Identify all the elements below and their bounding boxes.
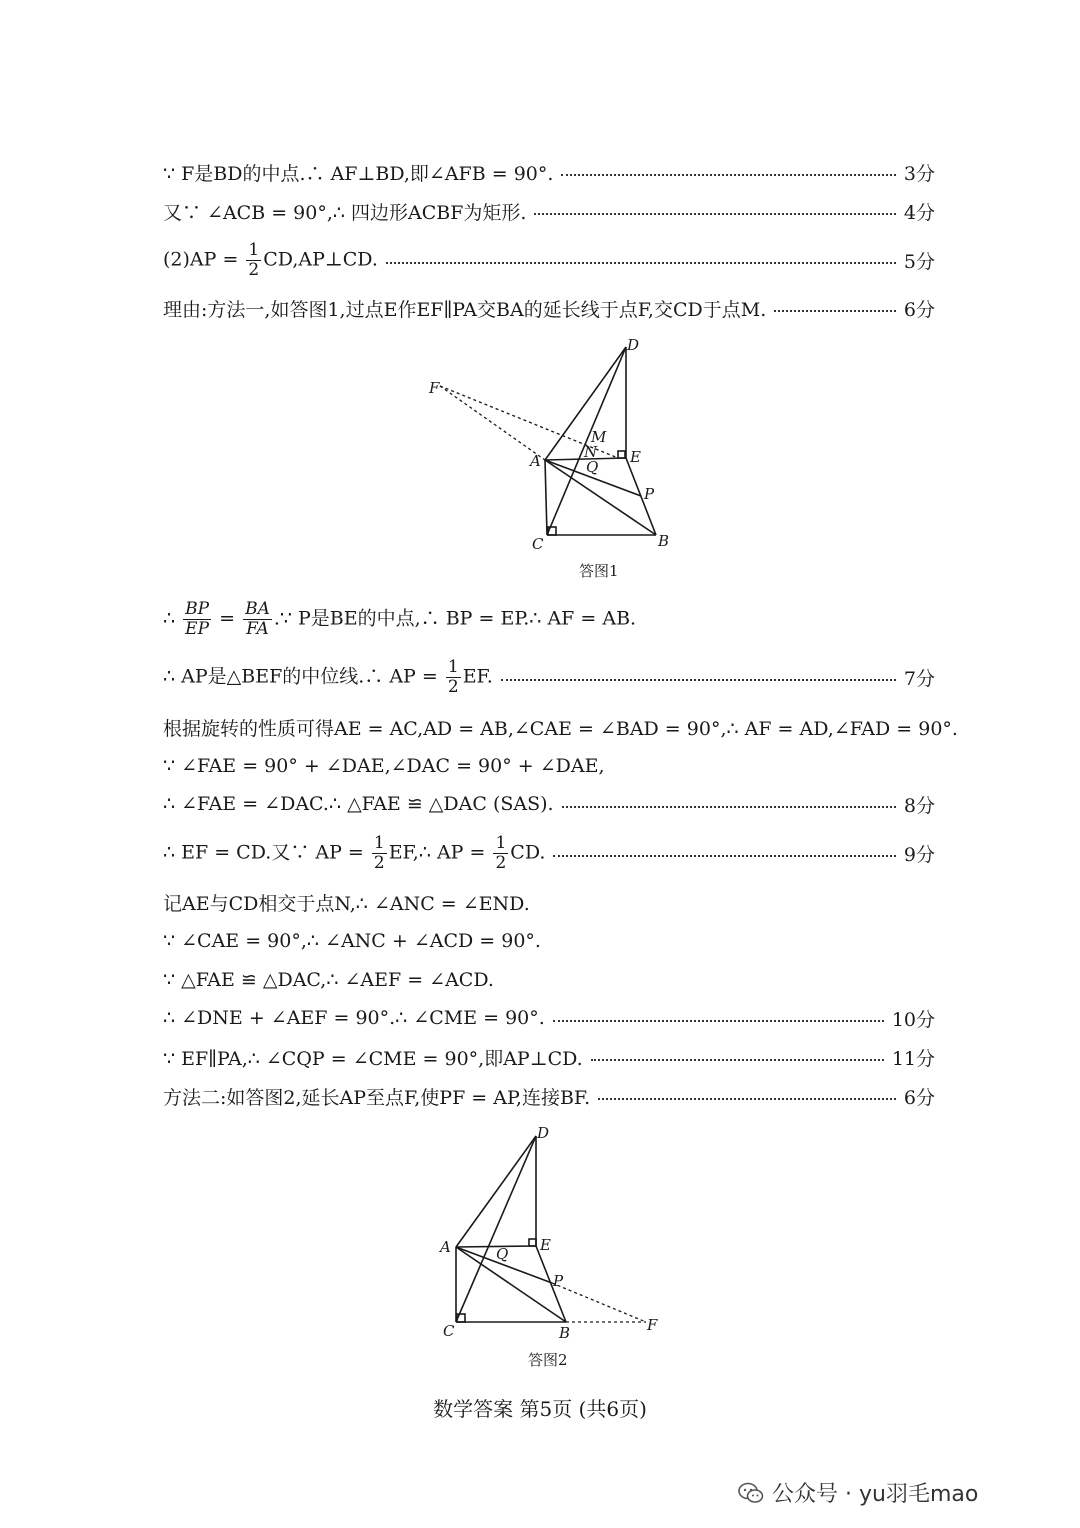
figure-1 — [420, 335, 680, 557]
label-A: A — [440, 1238, 451, 1256]
label-N: N — [584, 443, 598, 461]
label-C: C — [443, 1322, 455, 1340]
label-E: E — [540, 1236, 551, 1254]
score: 6分 — [903, 1086, 935, 1109]
score: 5分 — [903, 250, 935, 273]
label-M: M — [591, 428, 607, 446]
seg-AB — [545, 460, 656, 535]
score: 6分 — [903, 298, 935, 321]
seg-FA-dashed — [440, 386, 545, 460]
dot-leader — [553, 854, 895, 857]
solution-line-5: ∴ $\frac{BP}{EP}$ = $\frac{BA}{FA}$ .∵ P是BE的中点,∴ BP = EP.∴ AF = AB. — [163, 598, 637, 639]
right-angle-E — [529, 1239, 536, 1246]
fraction: $\frac{1}{2}$ — [495, 832, 507, 873]
dot-leader — [534, 212, 895, 215]
watermark — [738, 1477, 978, 1508]
dot-leader — [598, 1097, 896, 1100]
score: 7分 — [903, 667, 935, 690]
solution-line-1: ∵ F是BD的中点.∴ AF⊥BD,即∠AFB = 90°. 3分 — [163, 155, 935, 189]
seg-PF-dashed — [552, 1283, 646, 1322]
figure-2 — [435, 1122, 665, 1344]
fraction: $\frac{BA}{FA}$ — [245, 598, 270, 639]
score: 4分 — [903, 201, 935, 224]
dot-leader — [591, 1058, 884, 1061]
fraction: $\frac{1}{2}$ — [373, 832, 385, 873]
solution-line-13: ∵ △FAE ≌ △DAC,∴ ∠AEF = ∠ACD. — [163, 969, 494, 991]
solution-line-4: 理由:方法一,如答图1,过点E作EF∥PA交BA的延长线于点F,交CD于点M. 6分 — [163, 291, 935, 325]
watermark-text: 公众号 · yu羽毛mao — [772, 1482, 979, 1507]
right-angle-E — [618, 451, 625, 458]
score: 9分 — [903, 843, 935, 866]
label-D: D — [537, 1124, 550, 1142]
score: 3分 — [903, 162, 935, 185]
solution-line-9: ∴ ∠FAE = ∠DAC.∴ △FAE ≌ △DAC (SAS). 8分 — [163, 787, 935, 821]
label-B: B — [559, 1324, 571, 1342]
solution-line-7: 根据旋转的性质可得AE = AC,AD = AB,∠CAE = ∠BAD = 90°,∴ AF = AD,∠FAD = 90°. — [163, 717, 958, 740]
dot-leader — [386, 261, 896, 264]
label-P: P — [644, 485, 655, 503]
label-Q: Q — [586, 458, 599, 476]
label-B: B — [658, 532, 670, 550]
solution-line-11: 记AE与CD相交于点N,∴ ∠ANC = ∠END. — [163, 892, 530, 915]
label-F: F — [429, 379, 440, 397]
label-F: F — [647, 1316, 658, 1334]
solution-line-10: ∴ EF = CD.又∵ AP = $\frac{1}{2}$ EF,∴ AP = $\frac{1}{2}$ CD. 9分 — [163, 832, 935, 873]
score: 10分 — [891, 1008, 935, 1031]
label-D: D — [627, 336, 640, 354]
label-A: A — [530, 452, 541, 470]
solution-line-12: ∵ ∠CAE = 90°,∴ ∠ANC + ∠ACD = 90°. — [163, 930, 541, 952]
solution-line-3: (2)AP = $\frac{1}{2}$ CD,AP⊥CD. 5分 — [163, 239, 935, 280]
solution-line-2: 又∵ ∠ACB = 90°,∴ 四边形ACBF为矩形. 4分 — [163, 194, 935, 228]
fraction: $\frac{1}{2}$ — [248, 239, 260, 280]
score: 8分 — [903, 794, 935, 817]
dot-leader — [561, 173, 895, 176]
solution-line-8: ∵ ∠FAE = 90° + ∠DAE,∠DAC = 90° + ∠DAE, — [163, 755, 605, 777]
label-Q: Q — [496, 1245, 509, 1263]
solution-line-14: ∴ ∠DNE + ∠AEF = 90°.∴ ∠CME = 90°. 10分 — [163, 1001, 935, 1035]
solution-line-15: ∵ EF∥PA,∴ ∠CQP = ∠CME = 90°,即AP⊥CD. 11分 — [163, 1040, 935, 1074]
fraction: $\frac{1}{2}$ — [447, 656, 459, 697]
score: 11分 — [891, 1047, 935, 1070]
dot-leader — [501, 678, 896, 681]
solution-line-16: 方法二:如答图2,延长AP至点F,使PF = AP,连接BF. 6分 — [163, 1079, 935, 1113]
seg-AC — [545, 460, 547, 535]
figure-2-caption: 答图2 — [528, 1351, 568, 1369]
solution-line-6: ∴ AP是△BEF的中位线.∴ AP = $\frac{1}{2}$ EF. 7分 — [163, 656, 935, 697]
dot-leader — [562, 805, 896, 808]
label-P: P — [553, 1272, 564, 1290]
fraction: $\frac{BP}{EP}$ — [185, 598, 210, 639]
label-C: C — [532, 535, 544, 553]
figure-1-caption: 答图1 — [579, 562, 619, 580]
dot-leader — [774, 309, 896, 312]
label-E: E — [630, 448, 641, 466]
dot-leader — [553, 1019, 884, 1022]
wechat-icon — [738, 1482, 764, 1504]
page-footer: 数学答案 第5页 (共6页) — [433, 1397, 647, 1421]
